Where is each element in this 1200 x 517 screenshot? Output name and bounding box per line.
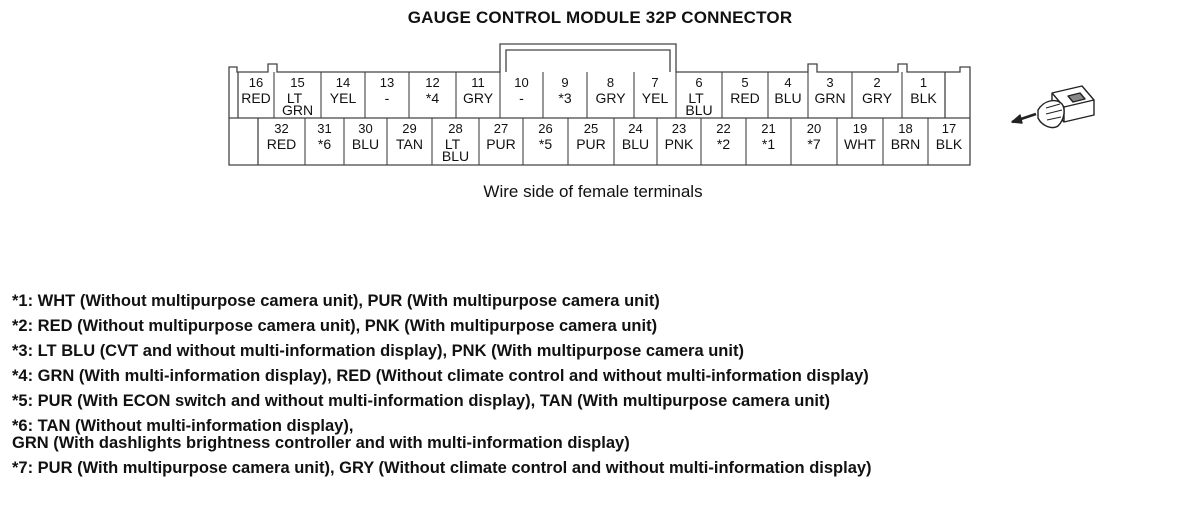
terminal-6-wire-color: BLU [685,102,713,118]
terminal-28-wire-color: BLU [441,148,470,164]
terminal-22-wire-color: *2 [716,136,731,152]
terminal-5-wire-color: RED [730,90,760,106]
connector-title: GAUGE CONTROL MODULE 32P CONNECTOR [407,8,793,27]
terminal-30-wire-color: BLU [351,136,380,152]
footnote-7: *7: PUR (With multipurpose camera unit), GRY (Without climate control and without multi-information display) [12,459,872,478]
terminal-31-wire-color: *6 [317,136,332,152]
terminal-28-wire-color: LT [444,136,461,152]
terminal-18-wire-color: BRN [890,136,921,152]
terminal-32-number: 32 [274,121,289,136]
terminal-15-wire-color: LT [286,90,303,106]
terminal-26-number: 26 [538,121,553,136]
terminal-30-number: 30 [358,121,373,136]
terminal-8-number: 8 [606,75,615,90]
terminal-20-wire-color: *7 [807,136,821,152]
terminal-9-wire-color: *3 [558,90,572,106]
terminal-3-number: 3 [826,75,834,90]
terminal-14-wire-color: YEL [329,90,357,106]
terminal-10-wire-color: - [519,90,524,106]
terminal-1-number: 1 [919,75,928,90]
terminal-29-wire-color: TAN [396,136,423,152]
terminal-13-number: 13 [379,75,395,90]
terminal-28-number: 28 [448,121,463,136]
terminal-26-wire-color: *5 [538,136,553,152]
footnote-5: *5: PUR (With ECON switch and without multi-information display), TAN (With multipurpose camera unit) [12,392,830,411]
terminal-23-wire-color: PNK [664,136,694,152]
footnote-1: *1: WHT (Without multipurpose camera unit), PUR (With multipurpose camera unit) [12,292,660,310]
terminal-29-number: 29 [402,121,417,136]
terminal-5-number: 5 [741,75,749,90]
terminal-24-wire-color: BLU [621,136,650,152]
terminal-15-wire-color: GRN [281,102,314,118]
hand-probe-icon [1012,86,1094,128]
terminal-2-wire-color: GRY [861,90,893,106]
terminal-16-number: 16 [248,75,264,90]
terminal-22-number: 22 [716,121,731,136]
terminal-12-number: 12 [425,75,440,90]
terminal-24-number: 24 [628,121,643,136]
terminal-14-number: 14 [335,75,351,90]
footnote-2: *2: RED (Without multipurpose camera unit), PNK (With multipurpose camera unit) [12,317,658,336]
footnotes-list [12,293,872,485]
terminal-27-number: 27 [493,121,509,136]
terminal-17-wire-color: BLK [935,136,963,152]
terminal-23-number: 23 [671,121,687,136]
terminal-25-wire-color: PUR [576,136,606,152]
terminal-19-wire-color: WHT [844,136,876,152]
terminal-21-number: 21 [761,121,776,136]
terminal-9-number: 9 [561,75,569,90]
footnote-6: *6: TAN (Without multi-information display), [12,417,354,436]
terminal-1-wire-color: BLK [910,90,937,106]
terminal-12-wire-color: *4 [425,90,440,106]
terminal-11-wire-color: GRY [462,90,494,106]
terminal-6-number: 6 [695,75,703,90]
terminal-6-wire-color: LT [688,90,704,106]
lock-tab-inner [506,50,670,72]
terminal-8-wire-color: GRY [595,90,626,106]
terminal-2-number: 2 [873,75,881,90]
terminal-15-number: 15 [290,75,305,90]
terminal-16-wire-color: RED [241,90,271,106]
terminal-4-number: 4 [784,75,792,90]
terminal-19-number: 19 [852,121,868,136]
terminal-7-wire-color: YEL [641,90,669,106]
connector-diagram [0,0,1200,200]
terminal-13-wire-color: - [384,90,390,106]
terminal-10-number: 10 [514,75,529,90]
terminal-31-number: 31 [317,121,332,136]
terminal-32-wire-color: RED [266,136,297,152]
terminal-3-wire-color: GRN [814,90,846,106]
terminal-21-wire-color: *1 [761,136,776,152]
terminal-7-number: 7 [651,75,659,90]
terminal-4-wire-color: BLU [774,90,802,106]
terminal-17-number: 17 [941,121,957,136]
footnote-4: *4: GRN (With multi-information display), RED (Without climate control and without multi-information display) [12,367,869,386]
terminal-18-number: 18 [898,121,913,136]
terminal-27-wire-color: PUR [486,136,516,152]
footnote-3: *3: LT BLU (CVT and without multi-information display), PNK (With multipurpose camera unit) [12,342,744,361]
footnote-6-continued: GRN (With dashlights brightness controller and with multi-information display) [12,433,630,452]
terminal-20-number: 20 [806,121,822,136]
terminal-25-number: 25 [583,121,599,136]
wire-side-caption: Wire side of female terminals [483,182,703,201]
terminal-11-number: 11 [471,75,485,90]
